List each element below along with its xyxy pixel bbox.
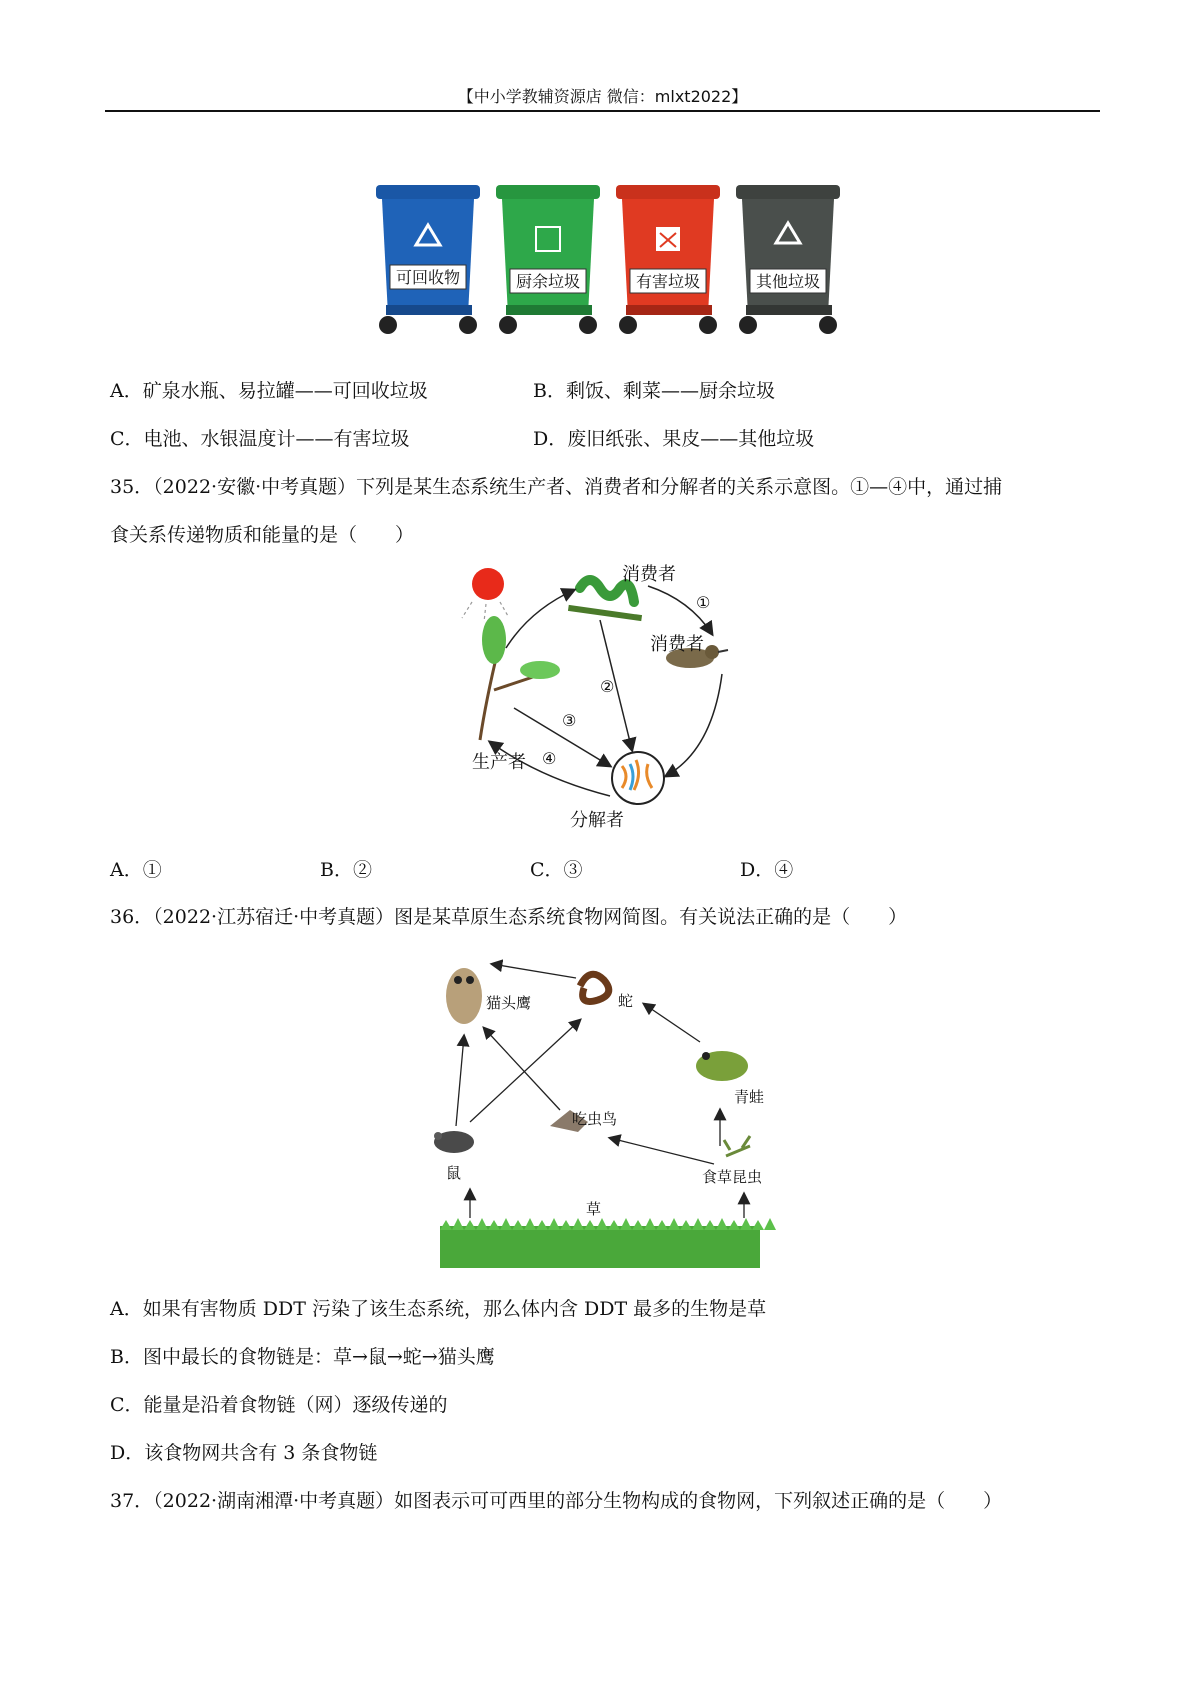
snake-label: 蛇 — [618, 992, 634, 1010]
garbage-bins-figure — [370, 165, 850, 345]
owl-icon — [446, 968, 482, 1024]
snake-icon — [580, 974, 609, 1001]
q35-option-b: B．② — [320, 859, 372, 881]
ecosystem-cycle-diagram — [450, 560, 770, 840]
q36-option-b: B．图中最长的食物链是：草→鼠→蛇→猫头鹰 — [110, 1346, 495, 1368]
frog-label: 青蛙 — [734, 1088, 765, 1106]
q34-option-d: D．废旧纸张、果皮——其他垃圾 — [533, 428, 815, 450]
grass-label: 草 — [586, 1200, 602, 1218]
grasshopper-icon — [724, 1136, 750, 1156]
bin-label-kitchen: 厨余垃圾 — [515, 272, 581, 291]
plant-icon — [480, 616, 560, 740]
q36-stem: 36．（2022·江苏宿迁·中考真题）图是某草原生态系统食物网简图。有关说法正确的是（ ） — [110, 906, 908, 928]
bin-kitchen — [496, 185, 600, 334]
producer-label: 生产者 — [472, 752, 526, 773]
mouse-icon — [434, 1131, 474, 1153]
header-divider — [105, 110, 1100, 112]
consumer2-label: 消费者 — [650, 634, 704, 655]
q34-option-a: A．矿泉水瓶、易拉罐——可回收垃圾 — [110, 380, 428, 402]
insect-label: 食草昆虫 — [702, 1168, 763, 1186]
decomposer-label: 分解者 — [570, 810, 624, 831]
q36-option-c: C．能量是沿着食物链（网）逐级传递的 — [110, 1394, 448, 1416]
bin-hazardous — [616, 185, 720, 334]
q35-option-d: D．④ — [740, 859, 794, 881]
bin-label-hazardous: 有害垃圾 — [635, 272, 701, 291]
q35-option-a: A．① — [110, 859, 162, 881]
q36-option-a: A．如果有害物质 DDT 污染了该生态系统，那么体内含 DDT 最多的生物是草 — [110, 1298, 767, 1320]
arrow-number-3: ③ — [562, 711, 577, 730]
q36-option-d: D．该食物网共含有 3 条食物链 — [110, 1442, 378, 1464]
grass-icon — [440, 1218, 776, 1268]
decomposer-icon — [612, 752, 664, 804]
q35-option-c: C．③ — [530, 859, 583, 881]
q34-option-c: C．电池、水银温度计——有害垃圾 — [110, 428, 410, 450]
arrow-number-1: ① — [696, 593, 711, 612]
arrow-number-4: ④ — [542, 749, 557, 768]
consumer1-label: 消费者 — [622, 564, 676, 585]
bin-recyclable — [376, 185, 480, 334]
arrow-number-2: ② — [600, 677, 615, 696]
q37-stem: 37．（2022·湖南湘潭·中考真题）如图表示可可西里的部分生物构成的食物网，下列叙述正确的是（ ） — [110, 1490, 1003, 1512]
q35-stem-line1: 35．（2022·安徽·中考真题）下列是某生态系统生产者、消费者和分解者的关系示意图。①—④中，通过捕 — [110, 476, 1003, 498]
frog-icon — [696, 1051, 748, 1081]
bin-label-other: 其他垃圾 — [755, 272, 821, 291]
food-web-diagram — [430, 950, 800, 1275]
bird-label: 吃虫鸟 — [572, 1110, 618, 1128]
owl-label: 猫头鹰 — [486, 994, 532, 1012]
q34-option-b: B．剩饭、剩菜——厨余垃圾 — [533, 380, 775, 402]
page-header: 【中小学教辅资源店 微信：mlxt2022】 — [457, 87, 748, 106]
mouse-label: 鼠 — [446, 1164, 462, 1182]
sun-icon — [472, 568, 504, 600]
q35-stem-line2: 食关系传递物质和能量的是（ ） — [110, 524, 415, 546]
caterpillar-icon — [568, 580, 642, 621]
bin-other — [736, 185, 840, 334]
bin-label-recyclable: 可回收物 — [395, 268, 461, 287]
